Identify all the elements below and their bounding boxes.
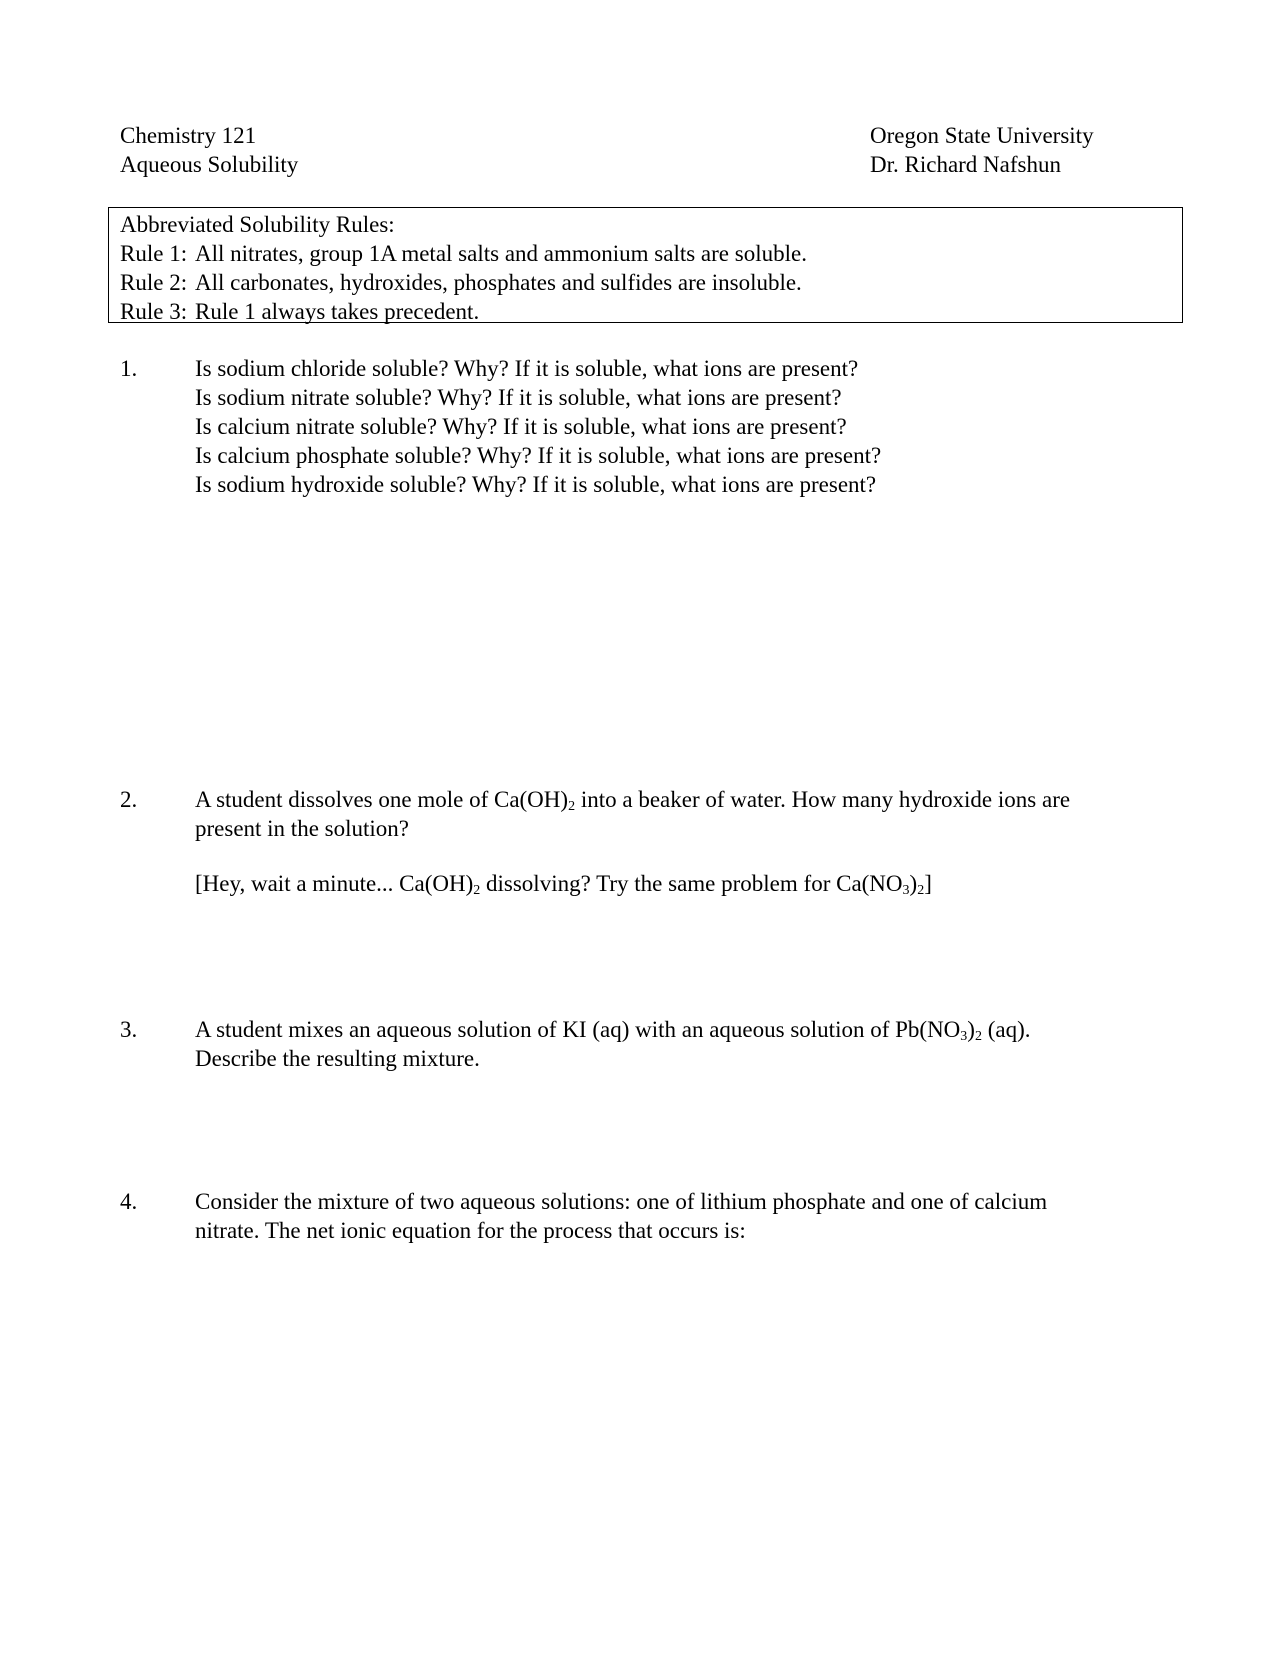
question-line: Is sodium nitrate soluble? Why? If it is soluble, what ions are present? — [195, 385, 842, 410]
topic-title: Aqueous Solubility — [120, 152, 299, 177]
text-run: ] — [924, 871, 932, 896]
question-line: Is calcium nitrate soluble? Why? If it is soluble, what ions are present? — [195, 414, 847, 439]
rule-text: All carbonates, hydroxides, phosphates and sulfides are insoluble. — [195, 270, 802, 295]
question-line: Is sodium hydroxide soluble? Why? If it is soluble, what ions are present? — [195, 472, 877, 497]
question-text — [195, 1015, 1195, 1073]
question-line: Describe the resulting mixture. — [195, 1046, 480, 1071]
subscript: 2 — [568, 799, 576, 814]
instructor-name: Dr. Richard Nafshun — [870, 152, 1061, 177]
question-number: 4. — [120, 1189, 138, 1214]
header-left — [120, 121, 298, 179]
rule-1 — [120, 239, 1182, 268]
rule-label: Rule 1: — [120, 241, 188, 266]
rule-text: Rule 1 always takes precedent. — [195, 299, 480, 324]
rules-title: Abbreviated Solubility Rules: — [120, 212, 395, 237]
question-line: Is calcium phosphate soluble? Why? If it is soluble, what ions are present? — [195, 443, 882, 468]
subscript: 3 — [902, 883, 910, 898]
rule-3 — [120, 297, 1182, 326]
header-right — [870, 121, 1094, 179]
text-run: into a beaker of water. How many hydroxide ions are — [575, 787, 1071, 812]
university-name: Oregon State University — [870, 123, 1094, 148]
question-text — [195, 354, 1195, 499]
question-line: Consider the mixture of two aqueous solutions: one of lithium phosphate and one of calcium — [195, 1189, 1048, 1214]
question-text — [195, 785, 1195, 898]
question-line: Is sodium chloride soluble? Why? If it is soluble, what ions are present? — [195, 356, 859, 381]
text-run: ) — [967, 1017, 975, 1042]
rule-text: All nitrates, group 1A metal salts and ammonium salts are soluble. — [195, 241, 807, 266]
question-hint — [195, 869, 1195, 898]
text-run: A student dissolves one mole of Ca(OH) — [195, 787, 569, 812]
text-run: A student mixes an aqueous solution of KI (aq) with an aqueous solution of Pb(NO — [195, 1017, 961, 1042]
text-run: ) — [909, 871, 918, 896]
rule-label: Rule 3: — [120, 299, 188, 324]
question-line: nitrate. The net ionic equation for the process that occurs is: — [195, 1218, 746, 1243]
course-title: Chemistry 121 — [120, 123, 257, 148]
subscript: 2 — [974, 1029, 982, 1044]
rule-label: Rule 2: — [120, 270, 188, 295]
text-run: dissolving? Try the same problem for Ca(NO — [480, 871, 903, 896]
text-run: [Hey, wait a minute... Ca(OH) — [195, 871, 474, 896]
question-number: 3. — [120, 1017, 138, 1042]
question-text — [195, 1187, 1195, 1245]
subscript: 2 — [917, 883, 925, 898]
rule-2 — [120, 268, 1182, 297]
question-paragraph — [195, 785, 1195, 814]
subscript: 2 — [473, 883, 481, 898]
question-paragraph — [195, 1015, 1195, 1044]
question-line: present in the solution? — [195, 816, 409, 841]
question-number: 2. — [120, 787, 138, 812]
text-run: (aq). — [981, 1017, 1031, 1042]
solubility-rules-box — [108, 207, 1183, 323]
question-number: 1. — [120, 356, 138, 381]
subscript: 3 — [960, 1029, 968, 1044]
